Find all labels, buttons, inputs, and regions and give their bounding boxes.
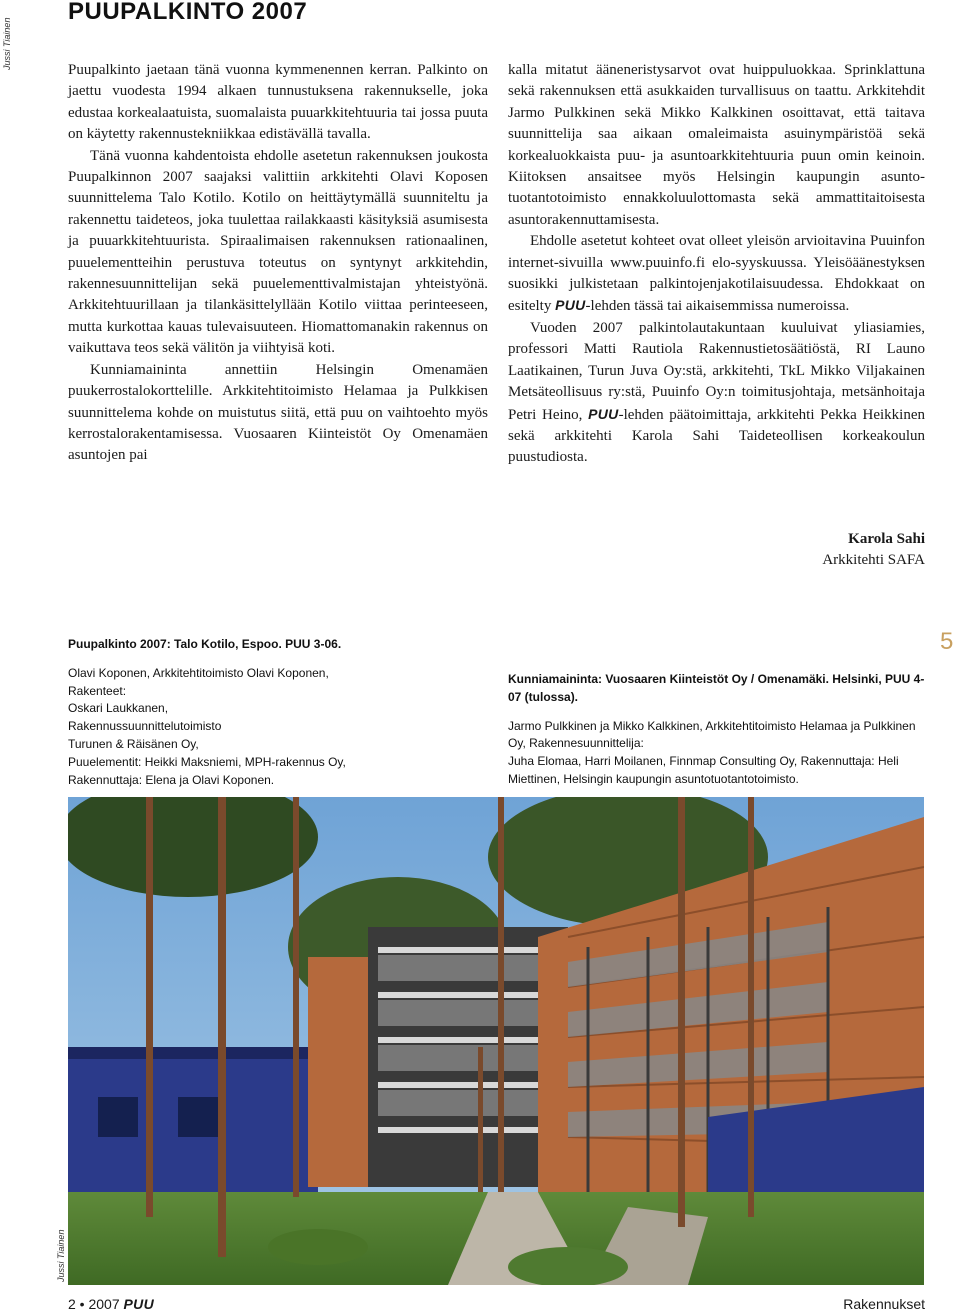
caption-line: Turunen & Räisänen Oy, <box>68 736 199 751</box>
caption-line: Rakenteet: <box>68 683 127 698</box>
caption-title: Puupalkinto 2007: Talo Kotilo, Espoo. PUU 3-06. <box>68 637 342 651</box>
paragraph: Kunniamaininta annettiin Helsingin Omenamäen puukerrostalokorttelille. Arkkitehtitoimisto Helamaa ja Pulkkisen suunnittelema kohde on muistutus siitä, että puu on vaihtoehto myös kerrostalorakentamisessa. Vuosaaren Kiinteistöt Oy Omenamäen asuntojen pai <box>68 361 488 464</box>
caption-line: Jarmo Pulkkinen ja Mikko Kalkkinen, Arkkitehtitoimisto Helamaa ja Pulkkinen Oy, Rakennesuunnittelija: <box>508 718 916 751</box>
photo-credit-top: Jussi Tiainen <box>2 17 12 70</box>
footer-issue-number: 2 • 2007 <box>68 1296 120 1312</box>
caption-line: Puuelementit: Heikki Maksniemi, MPH-rakennus Oy, <box>68 754 346 769</box>
puu-logo: PUU <box>555 297 586 314</box>
puu-logo: PUU <box>588 405 619 422</box>
article-column-2 <box>508 60 925 469</box>
author-name: Karola Sahi <box>848 531 925 547</box>
caption-line: Juha Elomaa, Harri Moilanen, Finnmap Consulting Oy, Rakennuttaja: Heli Miettinen, Helsingin kaupungin asuntotuotantotoimisto. <box>508 754 899 786</box>
author-signature <box>822 529 925 571</box>
caption-line: Rakennussuunnittelutoimisto <box>68 719 222 734</box>
author-role: Arkkitehti SAFA <box>822 552 925 568</box>
paragraph: Puupalkinto jaetaan tänä vuonna kymmenennen kerran. Palkinto on jaettu vuodesta 1994 alkaen tunnustuksena rakennukselle, joka edustaa korkealaatuista, suomalaista puuarkkitehtuuria tai jossa puuta on käytetty rakennustekniikkaa edistävällä tavalla. <box>68 62 488 143</box>
puu-logo: PUU <box>123 1296 154 1312</box>
footer-section: Rakennukset <box>843 1296 925 1312</box>
caption-line: Rakennuttaja: Elena ja Olavi Koponen. <box>68 772 275 787</box>
paragraph: kalla mitatut ääneneristysarvot ovat huippuluokkaa. Sprinklattuna sekä rakennuksen että asukkaiden turvallisuus on taattu. Arkkitehdit Jarmo Pulkkinen sekä Mikko Kalkkinen osoittavat, että taitava suunnittelija saa aikaan omaleimaista asuinympäristöä sekä korkealuokkaista puu- ja asuntoarkkitehtuuria puun omin keinoin. Kiitoksen ansaitsee myös Helsingin kaupungin asuntotuotantotoimisto ennakkoluulottomasta sekä ammattitaitoisesta asuntorakennuttamisesta. <box>508 62 925 228</box>
paragraph-text: -lehden tässä tai aikaisemmissa numeroissa. <box>585 298 850 315</box>
caption-line: Olavi Koponen, Arkkitehtitoimisto Olavi Koponen, <box>68 665 329 680</box>
paragraph <box>508 231 925 318</box>
caption-line: Oskari Laukkanen, <box>68 701 169 716</box>
caption-right <box>508 671 928 789</box>
paragraph <box>508 318 925 469</box>
page-title: PUUPALKINTO 2007 <box>68 0 308 25</box>
photo-credit-bottom: Jussi Tiainen <box>56 1229 66 1282</box>
paragraph-text: Vuoden 2007 palkintolautakuntaan kuuluivat yliasiamies, professori Matti Rautiola Rakennustietosäätiöstä, RI Launo Laatikainen, Turun Juva Oy:stä, arkkitehti, TkL Mikko Viljakainen Metsäteollisuus ry:stä, Puuinfo Oy:n toimitusjohtaja, metsänhoitaja Petri Heino, <box>508 319 925 423</box>
building-photo <box>68 797 924 1285</box>
paragraph-text: Ehdolle asetetut kohteet ovat olleet yleisön arvioitavina Puuinfon internet-sivuilla www.puuinfo.fi elo-syyskuussa. Yleisöäänestyksen suosikki julkistetaan palkintojenjakotilaisuudessa. Ehdokkaat on esitelty <box>508 233 925 315</box>
caption-left <box>68 636 468 789</box>
paragraph-text: -lehden päätoimittaja, arkkitehti Pekka Heikkinen sekä arkkitehti Karola Sahi Taideteollisen korkeakoulun puustudiosta. <box>508 406 925 466</box>
article-column-1 <box>68 60 488 467</box>
page-number: 5 <box>940 628 954 655</box>
paragraph: Tänä vuonna kahdentoista ehdolle asetetun rakennuksen joukosta Puupalkinnon 2007 saajaksi valittiin arkkitehti Olavi Koposen suunnittelema Talo Kotilo. Kotilo on heittäytymällä suunniteltu ja rakennettu taideteos, joka tuulettaa railakkaasti käsityksiä asumisesta ja puuarkkitehtuurista. Spiraalimaisen rakennuksen rationaalinen, puuelementteihin perustuva toteutus on syntynyt arkkitehdin, rakennesuunnittelijan sekä puuelementtivalmistajan yhteistyönä. Arkkitehtuurillaan ja tilankäsittelyllään Kotilo viittaa perinteeseen, mutta kurkottaa kauas tulevaisuuteen. Hiomattomanakin rakennus on vaikuttava teos sekä välitön ja viihtyisä koti. <box>68 147 488 357</box>
footer-issue <box>68 1296 154 1312</box>
building-photo-illustration <box>68 797 924 1285</box>
caption-title: Kunniamaininta: Vuosaaren Kiinteistöt Oy / Omenamäki. Helsinki, PUU 4-07 (tulossa). <box>508 672 925 704</box>
